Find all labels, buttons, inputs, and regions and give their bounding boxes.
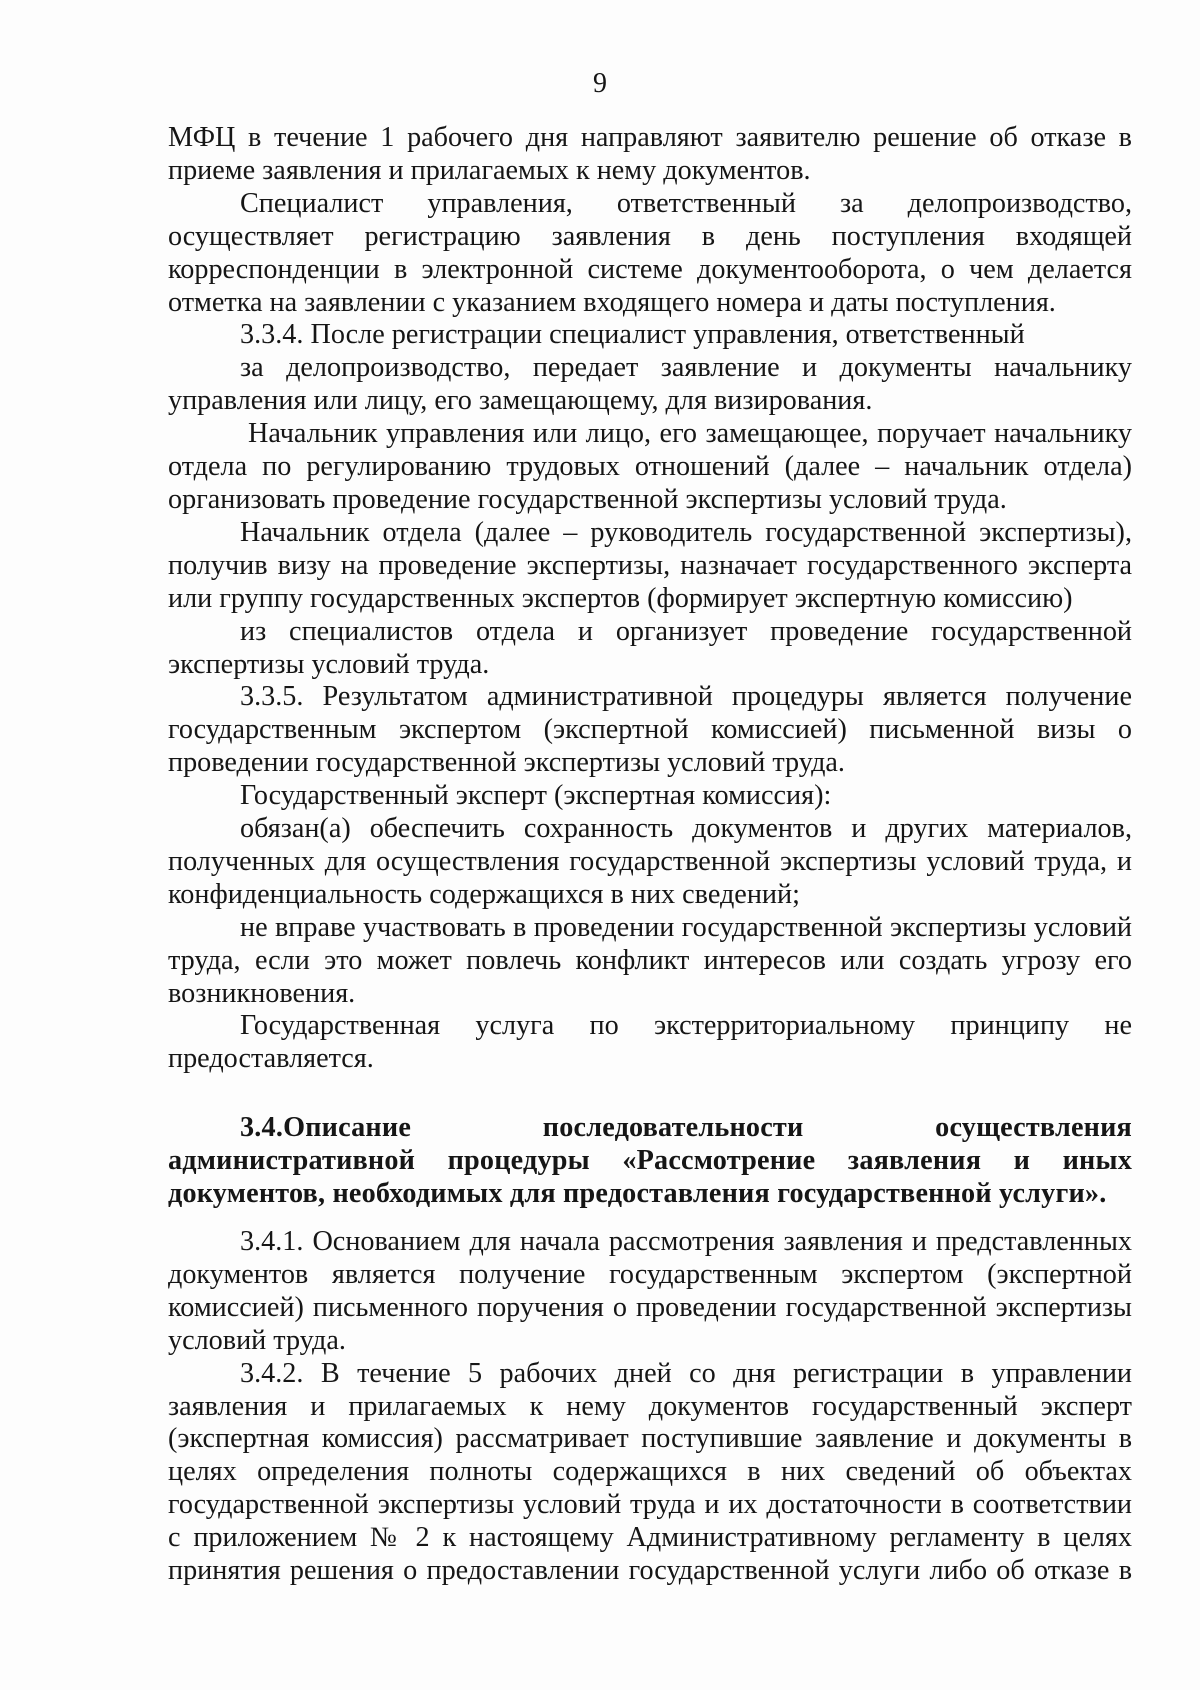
paragraph: Начальник управления или лицо, его замещающее, поручает начальнику отдела по регулированию трудовых отношений (далее – начальник отдела) организовать проведение государственной экспертизы условий труда. [168, 418, 1132, 515]
paragraph: 3.4.2. В течение 5 рабочих дней со дня регистрации в управлении заявления и прилагаемых к нему документов государственный эксперт (экспертная комиссия) рассматривает поступившие заявление и документы в целях определения полноты содержащихся в них сведений об объектах государственной экспертизы условий труда и их достаточности в соответствии с приложением № 2 к настоящему Административному регламенту в целях принятия решения о предоставлении государственной услуги либо об отказе в [168, 1357, 1132, 1587]
paragraph: обязан(а) обеспечить сохранность документов и других материалов, полученных для осуществления государственной экспертизы условий труда, и конфиденциальность содержащихся в них сведений; [168, 813, 1132, 910]
paragraph: 3.4.1. Основанием для начала рассмотрения заявления и представленных документов является получение государственным экспертом (экспертной комиссией) письменного поручения о проведении государственной экспертизы условий труда. [168, 1226, 1132, 1356]
paragraph: 3.3.4. После регистрации специалист управления, ответственный [240, 319, 1025, 351]
section-heading: 3.4.Описание последовательности осуществления административной процедуры «Рассмотрение заявления и иных документов, необходимых для предоставления государственной услуги». [168, 1112, 1132, 1210]
paragraph: не вправе участвовать в проведении государственной экспертизы условий труда, если это может повлечь конфликт интересов или создать угрозу его возникновения. [168, 911, 1132, 1009]
document-body [168, 122, 1132, 1588]
page-number: 9 [593, 68, 607, 99]
paragraph: за делопроизводство, передает заявление и документы начальнику управления или лицу, его замещающему, для визирования. [168, 352, 1132, 417]
paragraph: Специалист управления, ответственный за делопроизводство, осуществляет регистрацию заявления в день поступления входящей корреспонденции в электронной системе документооборота, о чем делается отметка на заявлении с указанием входящего номера и даты поступления. [168, 187, 1132, 318]
paragraph: 3.3.5. Результатом административной процедуры является получение государственным экспертом (экспертной комиссией) письменной визы о проведении государственной экспертизы условий труда. [168, 681, 1132, 779]
paragraph: Государственный эксперт (экспертная комиссия): [240, 780, 832, 812]
paragraph: МФЦ в течение 1 рабочего дня направляют заявителю решение об отказе в приеме заявления и прилагаемых к нему документов. [168, 122, 1132, 186]
paragraph: Государственная услуга по экстерриториальному принципу не предоставляется. [168, 1010, 1132, 1075]
paragraph: Начальник отдела (далее – руководитель государственной экспертизы), получив визу на проведение экспертизы, назначает государственного эксперта или группу государственных экспертов (формирует экспертную комиссию) [168, 516, 1132, 614]
paragraph: из специалистов отдела и организует проведение государственной экспертизы условий труда. [168, 615, 1132, 680]
